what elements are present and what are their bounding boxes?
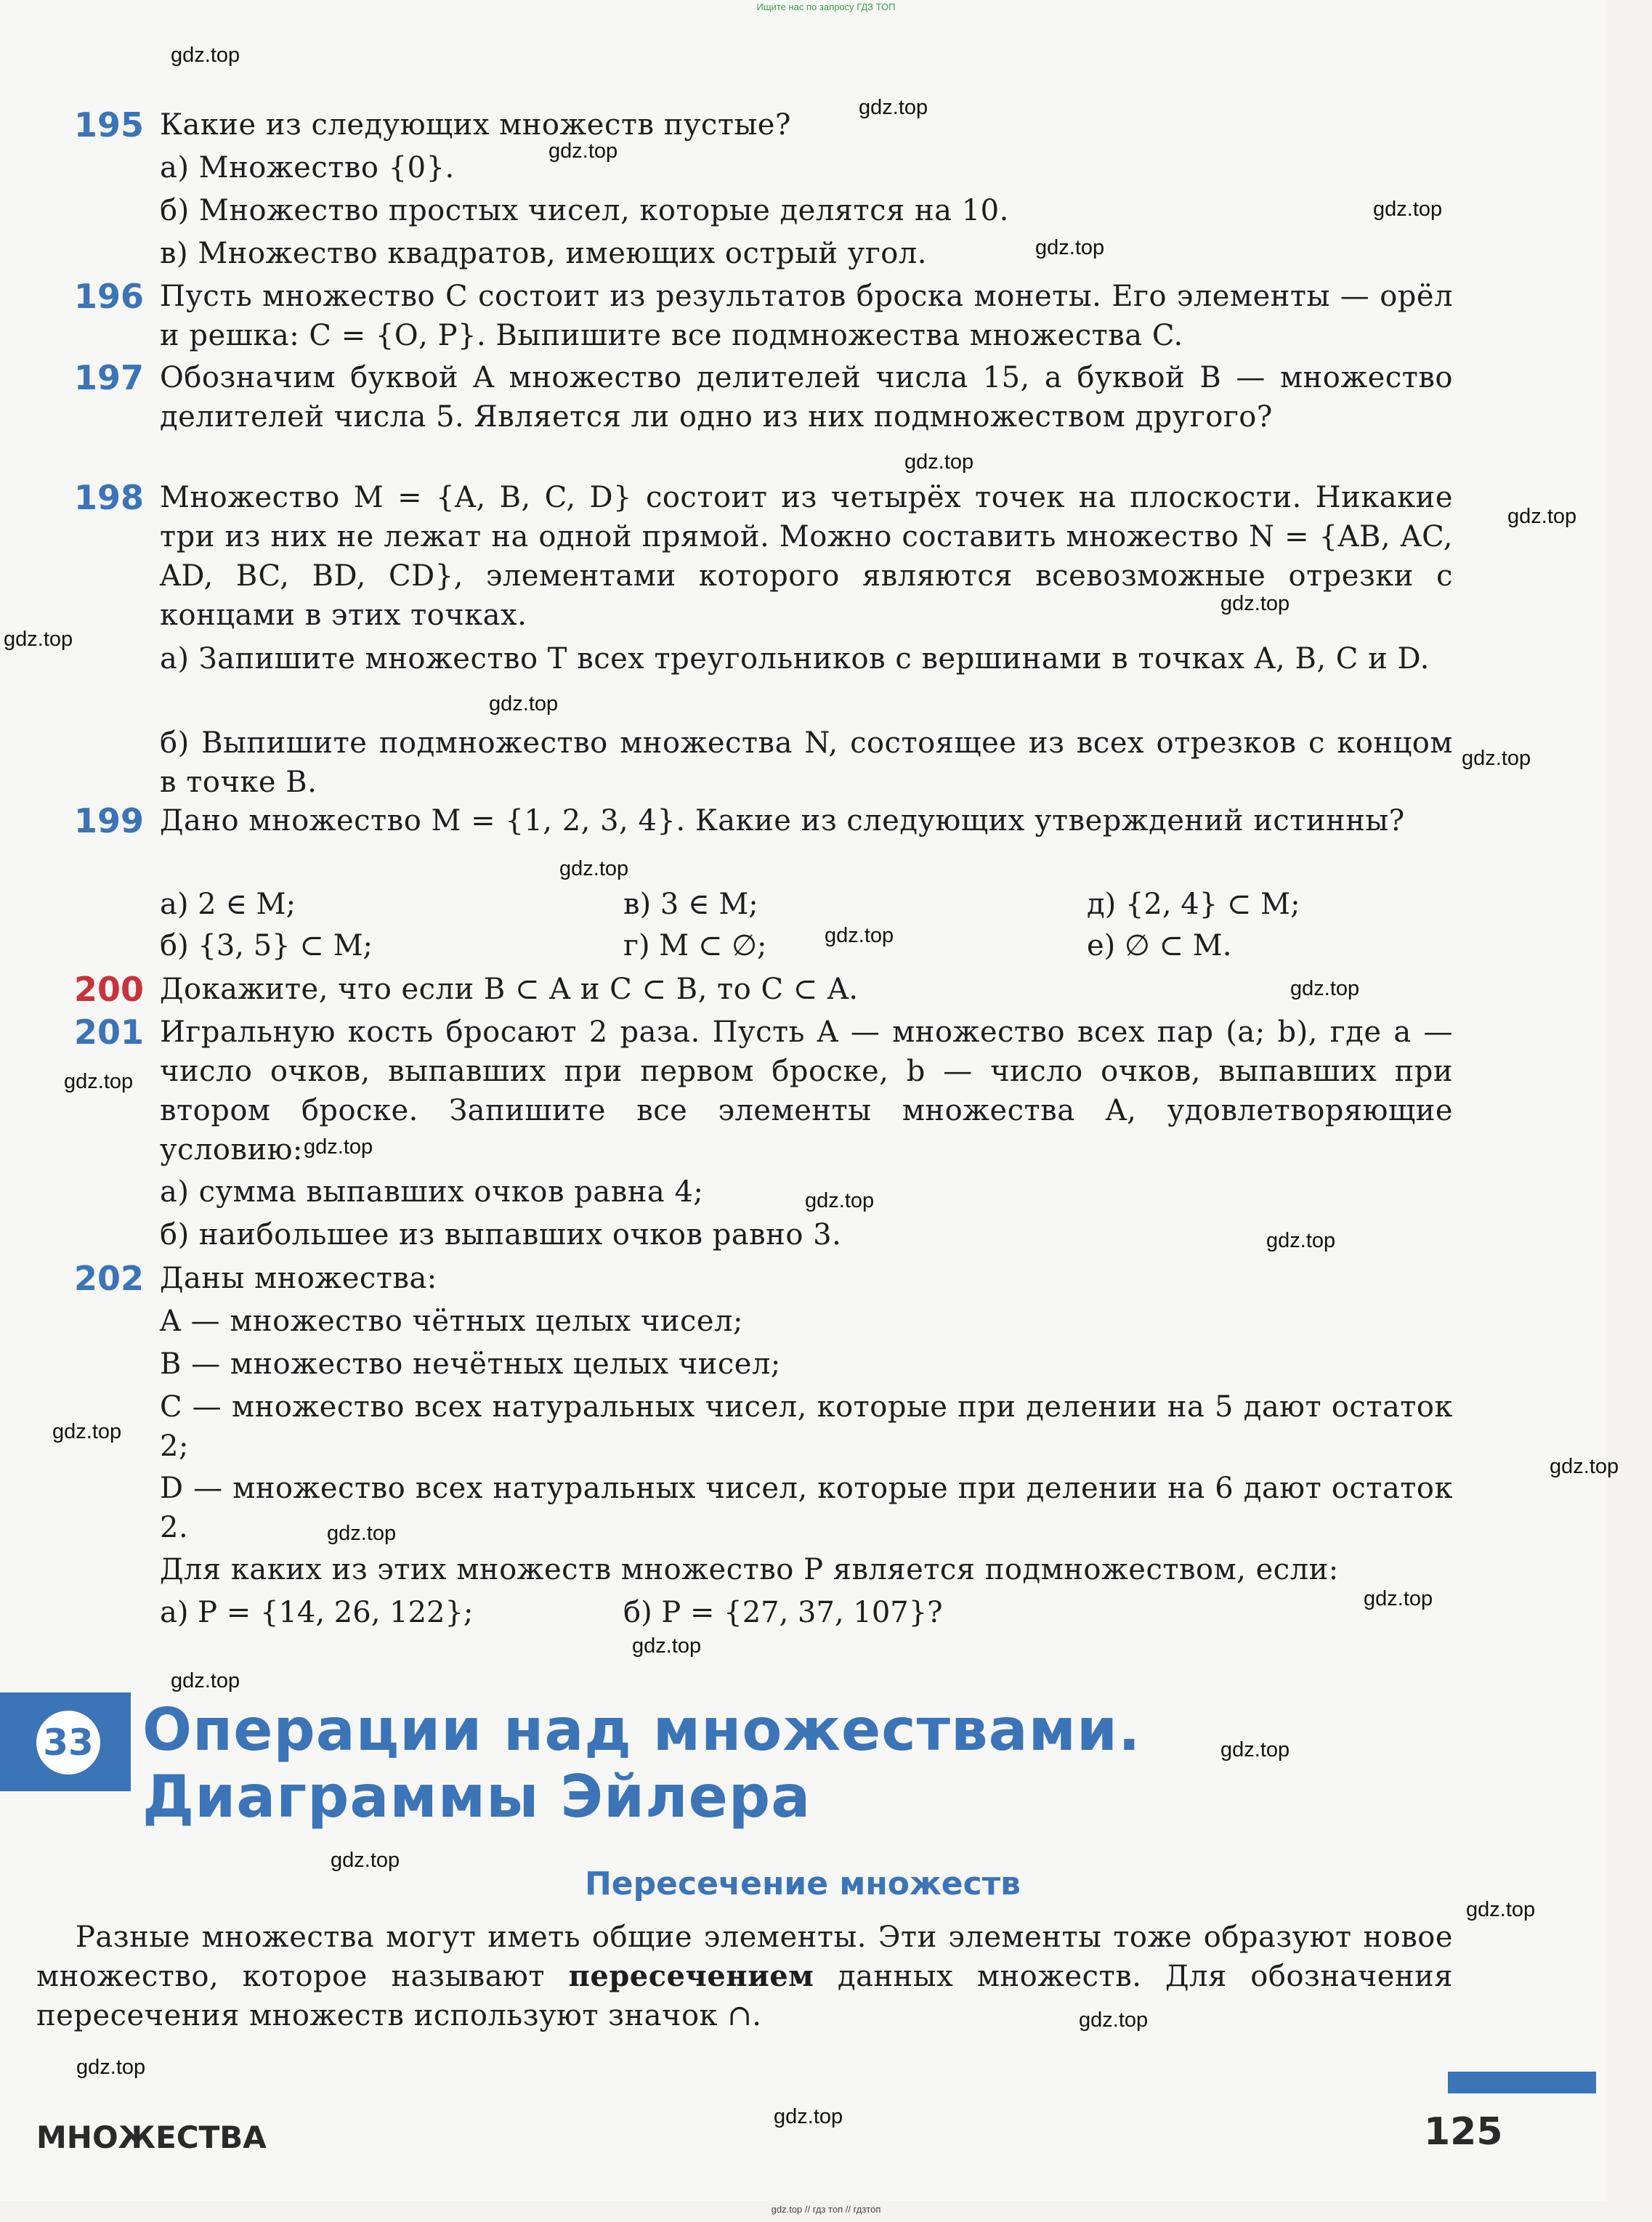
- watermark[interactable]: gdz.top: [304, 1135, 373, 1159]
- watermark[interactable]: gdz.top: [1266, 1229, 1336, 1252]
- problem-number: 202: [74, 1259, 145, 1298]
- watermark[interactable]: gdz.top: [64, 1070, 134, 1093]
- watermark[interactable]: gdz.top: [1220, 592, 1290, 615]
- watermark[interactable]: gdz.top: [1220, 1738, 1290, 1761]
- problem-option: а) сумма выпавших очков равна 4;: [160, 1175, 704, 1209]
- watermark[interactable]: gdz.top: [1364, 1587, 1433, 1610]
- watermark[interactable]: gdz.top: [904, 450, 974, 474]
- body-text: Разные множества могут иметь общие элементы. Эти элементы тоже образуют новое множество, которое называют: [36, 1921, 1453, 1993]
- problem-text: Докажите, что если B ⊂ A и C ⊂ B, то C ⊂ A.: [160, 973, 859, 1006]
- problem-option: а) Запишите множество T всех треугольников с вершинами в точках A, B, C и D.: [160, 642, 1430, 676]
- watermark[interactable]: gdz.top: [4, 628, 73, 651]
- watermark[interactable]: gdz.top: [805, 1189, 875, 1212]
- problem-number: 196: [74, 277, 145, 316]
- problem-number: 197: [74, 358, 145, 397]
- body-bold-term: пересечением: [568, 1959, 814, 1993]
- watermark[interactable]: gdz.top: [76, 2056, 146, 2079]
- watermark[interactable]: gdz.top: [1035, 236, 1105, 259]
- problem-number: 201: [74, 1013, 145, 1052]
- problem-option: а) 2 ∈ M;: [160, 888, 296, 921]
- problem-option: в) 3 ∈ M;: [623, 888, 758, 921]
- watermark[interactable]: gdz.top: [632, 1634, 702, 1658]
- page-number: 125: [1424, 2110, 1503, 2154]
- watermark[interactable]: gdz.top: [859, 96, 928, 119]
- watermark[interactable]: gdz.top: [331, 1849, 400, 1872]
- problem-text: Пусть множество C состоит из результатов броска монеты. Его элементы — орёл и решка: C = {О, Р}. Выпишите все подмножества множества C.: [160, 280, 1453, 352]
- set-definition: B — множество нечётных целых чисел;: [160, 1347, 781, 1381]
- problem-option: а) P = {14, 26, 122};: [160, 1596, 474, 1629]
- problem-option: д) {2, 4} ⊂ M;: [1087, 888, 1300, 921]
- watermark[interactable]: gdz.top: [1373, 198, 1443, 221]
- problem-question: Для каких из этих множеств множество P является подмножеством, если:: [160, 1553, 1339, 1586]
- watermark[interactable]: gdz.top: [1466, 1898, 1536, 1921]
- set-definition: D — множество всех натуральных чисел, которые при делении на 6 дают остаток 2.: [160, 1472, 1453, 1544]
- watermark[interactable]: gdz.top: [1462, 747, 1531, 770]
- chapter-title: МНОЖЕСТВА: [36, 2120, 267, 2155]
- problem-option: б) наибольшее из выпавших очков равно 3.: [160, 1218, 842, 1252]
- watermark[interactable]: gdz.top: [1507, 505, 1577, 528]
- problem-option: б) P = {27, 37, 107}?: [623, 1596, 943, 1629]
- problem-text: Множество M = {A, B, C, D} состоит из четырёх точек на плоскости. Никакие три из них не лежат на одной прямой. Можно составить множество N = {AB, AC, AD, BC, BD, CD}, элементами которого являются всевозможные отрезки с концами в этих точках.: [160, 481, 1453, 632]
- watermark[interactable]: gdz.top: [1079, 2008, 1149, 2032]
- section-body: [36, 1918, 1453, 2035]
- watermark[interactable]: gdz.top: [774, 2105, 843, 2128]
- watermark[interactable]: gdz.top: [489, 692, 559, 715]
- problem-text: Обозначим буквой A множество делителей числа 15, а буквой B — множество делителей числа 5. Является ли одно из них подмножеством другого?: [160, 361, 1453, 434]
- section-title-line1: Операции над множествами.: [142, 1696, 1141, 1764]
- problem-number: 199: [74, 801, 145, 840]
- watermark[interactable]: gdz.top: [327, 1522, 397, 1545]
- problem-number: 195: [74, 105, 145, 145]
- problem-option: е) ∅ ⊂ M.: [1087, 929, 1232, 962]
- problem-option: г) M ⊂ ∅;: [623, 929, 767, 962]
- problem-text: Какие из следующих множеств пустые?: [160, 108, 791, 142]
- subheading: Пересечение множеств: [584, 1865, 1021, 1902]
- top-banner[interactable]: Ищите нас по запросу ГДЗ ТОП: [756, 1, 896, 12]
- watermark[interactable]: gdz.top: [1290, 977, 1360, 1000]
- problem-text: Даны множества:: [160, 1262, 437, 1295]
- watermark[interactable]: gdz.top: [825, 924, 894, 947]
- section-title: [142, 1697, 1450, 1830]
- problem-number: 198: [74, 478, 145, 517]
- problem-option: б) Выпишите подмножество множества N, состоящее из всех отрезков с концом в точке B.: [160, 726, 1453, 799]
- problem-option: б) {3, 5} ⊂ M;: [160, 929, 373, 962]
- watermark[interactable]: gdz.top: [548, 139, 618, 163]
- body-text-end: данных множеств. Для обозначения пересечения множеств используют значок ∩.: [36, 1960, 1454, 2032]
- watermark[interactable]: gdz.top: [171, 1669, 240, 1692]
- problem-option: в) Множество квадратов, имеющих острый угол.: [160, 237, 927, 270]
- set-definition: A — множество чётных целых чисел;: [160, 1305, 743, 1338]
- watermark[interactable]: gdz.top: [559, 857, 629, 880]
- watermark[interactable]: gdz.top: [1550, 1455, 1619, 1478]
- problem-text: Дано множество M = {1, 2, 3, 4}. Какие из следующих утверждений истинны?: [160, 804, 1405, 838]
- section-title-line2: Диаграммы Эйлера: [142, 1763, 811, 1830]
- problem-text: Игральную кость бросают 2 раза. Пусть A — множество всех пар (a; b), где a — число очков, выпавших при первом броске, b — число очков, выпавших при втором броске. Запишите все элементы множества A, удовлетворяющие условию:: [160, 1015, 1453, 1167]
- section-number: 33: [32, 1706, 105, 1779]
- watermark[interactable]: gdz.top: [171, 44, 240, 67]
- problem-number: 200: [74, 970, 145, 1009]
- watermark[interactable]: gdz.top: [52, 1420, 122, 1443]
- set-definition: C — множество всех натуральных чисел, которые при делении на 5 дают остаток 2;: [160, 1390, 1453, 1463]
- problem-option: б) Множество простых чисел, которые делятся на 10.: [160, 194, 1009, 227]
- footer-accent-bar: [1448, 2072, 1596, 2093]
- problem-option: а) Множество {0}.: [160, 151, 455, 185]
- bottom-banner[interactable]: gdz.top // гдз топ // гдзтоп: [771, 2204, 881, 2215]
